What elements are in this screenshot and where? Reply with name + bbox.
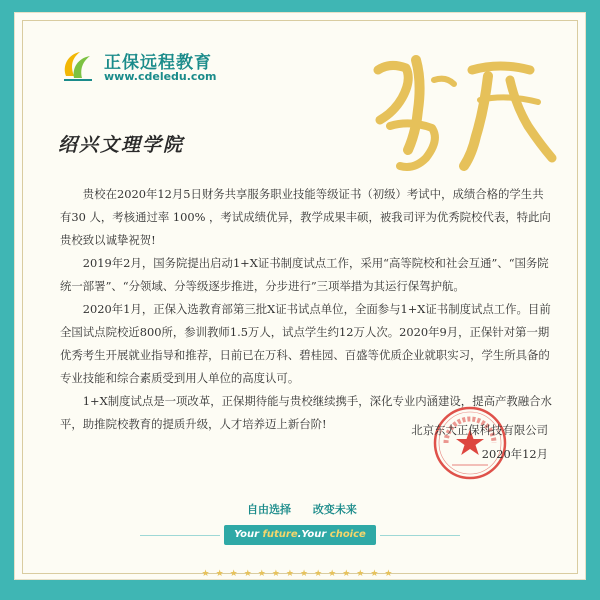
- logo-mark-icon: [58, 46, 98, 86]
- slogan-divider-left: [140, 535, 220, 536]
- signature-company: 北京东大正保科技有限公司: [411, 423, 548, 437]
- decorative-stars: ★★★★★★★★★★★★★★: [201, 569, 399, 579]
- slogan-left: 自由选择: [247, 503, 291, 516]
- congratulations-calligraphy: [360, 40, 560, 180]
- signature-block: [411, 418, 548, 466]
- logo-url: www.cdeledu.com: [104, 70, 217, 83]
- paragraph-4: 1+X制度试点是一项改革，正保期待能与贵校继续携手，深化专业内涵建设，提高产教融合水平，助推院校教育的提质升级，人才培养迈上新台阶!: [60, 394, 552, 431]
- slogan-chinese: [238, 501, 366, 517]
- paragraph-2: 2019年2月，国务院提出启动1+X证书制度试点工作，采用“高等院校和社会互通”、“国务院统一部署”、“分领域、分等级逐步推进，分步进行”三项举措为其运行保驾护航。: [60, 256, 549, 293]
- paragraph-3: 2020年1月，正保入选教育部第三批X证书试点单位，全面参与1+X证书制度试点工作。目前全国试点院校近800所，参训教师1.5万人，试点学生约12万人次。2020年9月，正保针对第一期优秀考生开展就业指导和推荐，日前已在万科、碧桂园、百盛等优质企业就职实习，学生所具备的专业技能和综合素质受到用人单位的高度认可。: [60, 302, 551, 385]
- slogan-en-part1: Your: [234, 529, 263, 540]
- brand-logo: [58, 46, 238, 86]
- slogan-english: [224, 525, 376, 545]
- signature-date: 2020年12月: [481, 447, 548, 461]
- logo-name: 正保远程教育: [104, 53, 212, 73]
- school-name: 绍兴文理学院: [58, 134, 185, 156]
- slogan-en-highlight2: choice: [329, 529, 366, 540]
- slogan-en-highlight1: future: [262, 529, 298, 540]
- slogan-right: 改变未来: [312, 503, 357, 516]
- letter-body: [60, 183, 554, 436]
- slogan-divider-right: [380, 535, 460, 536]
- slogan-en-part2: .Your: [297, 529, 330, 540]
- paragraph-1: 贵校在2020年12月5日财务共享服务职业技能等级证书（初级）考试中，成绩合格的学生共有30 人，考核通过率 100% ，考试成绩优异，教学成果丰硕，被我司评为优秀院校代表，特此向贵校致以诚挚祝贺!: [60, 187, 551, 247]
